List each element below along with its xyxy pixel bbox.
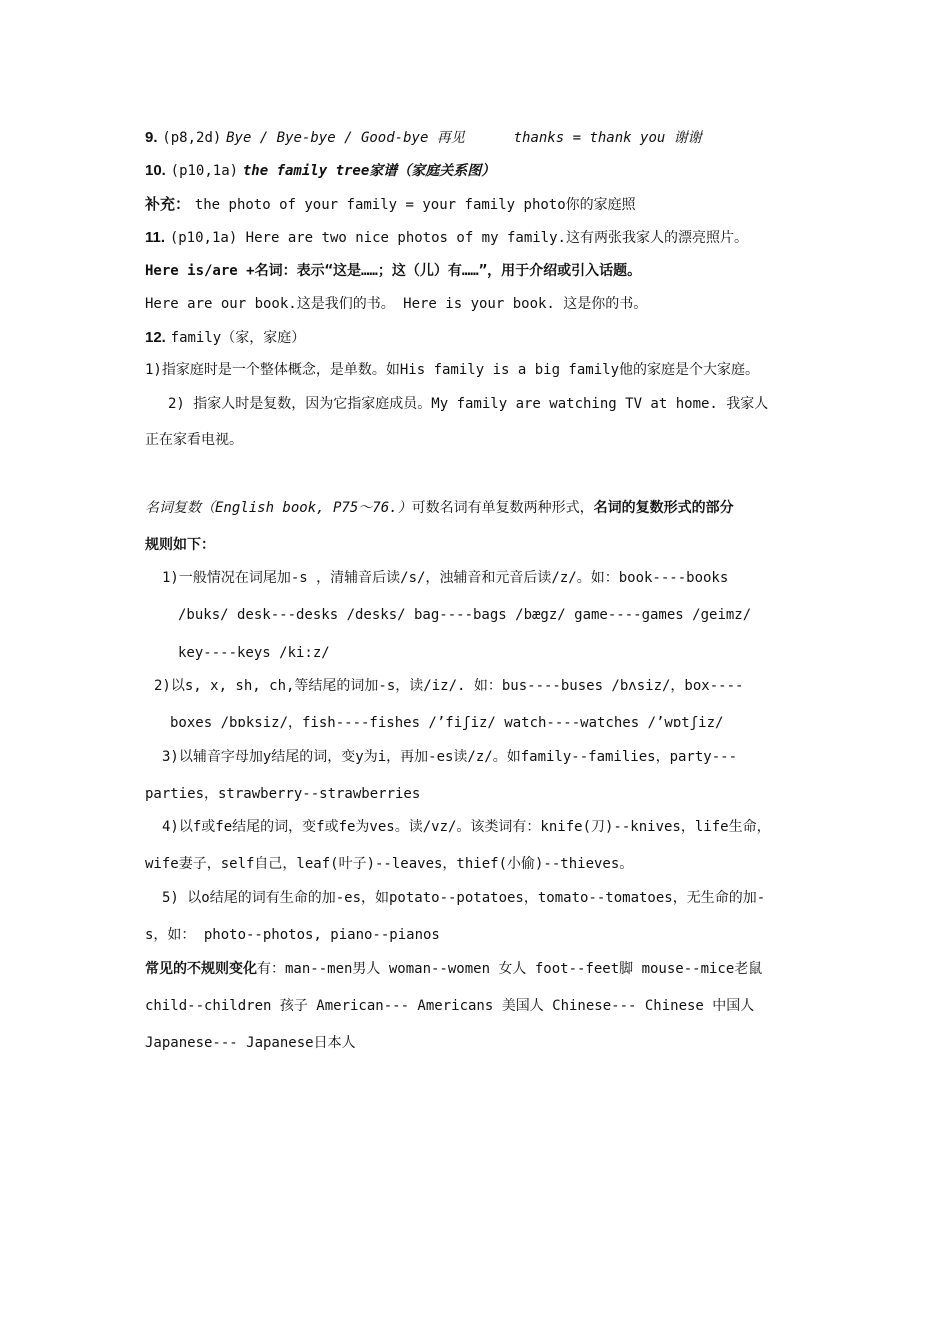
item-10 bbox=[145, 160, 495, 181]
item-9 bbox=[145, 127, 702, 148]
irregular-label: 常见的不规则变化 bbox=[145, 961, 257, 977]
plural-rule-2-cont: boxes /bɒksiz/，fish----fishes /’fiʃiz/ watch----watches /’wɒtʃiz/ bbox=[170, 715, 724, 731]
item-12 bbox=[145, 327, 305, 348]
plural-heading-title: 名词复数（English book, P75～76.） bbox=[145, 500, 412, 516]
item-11 bbox=[145, 227, 748, 248]
here-is-rule: Here is/are +名词：表示“这是……；这（儿）有……”，用于介绍或引入话题。 bbox=[145, 263, 642, 279]
plural-rule-4-cont: wife妻子，self自己，leaf(叶子)--leaves，thief(小偷)--thieves。 bbox=[145, 856, 634, 872]
plural-rule-1-examples: /buks/ desk---desks /desks/ bag----bags /bægz/ game----games /geimz/ bbox=[178, 607, 752, 623]
plural-heading-intro: 可数名词有单复数两种形式， bbox=[411, 500, 594, 516]
plural-rule-3-cont: parties，strawberry--strawberries bbox=[145, 786, 421, 802]
supplement-label: 补充： bbox=[145, 195, 191, 213]
item-number: 12. bbox=[145, 329, 166, 346]
plural-rule-4: 4)以f或fe结尾的词，变f或fe为ves。读/vz/。该类词有：knife(刀)--knives，life生命， bbox=[162, 819, 771, 835]
family-rule-2: 2) 指家人时是复数，因为它指家庭成员。My family are watching TV at home. 我家人 bbox=[168, 396, 769, 412]
plural-heading-cont: 规则如下： bbox=[145, 537, 215, 553]
item-number: 9. bbox=[145, 129, 158, 146]
here-is-example: Here are our book.这是我们的书。 Here is your book. 这是你的书。 bbox=[145, 296, 648, 312]
plural-rule-5-cont: s，如： photo--photos, piano--pianos bbox=[145, 927, 440, 943]
supplement-line bbox=[145, 194, 636, 215]
item-text: family（家，家庭） bbox=[170, 330, 306, 346]
plural-rule-3: 3)以辅音字母加y结尾的词，变y为i，再加-es读/z/。如family--families，party--- bbox=[162, 749, 738, 765]
goodbye-phrase: Bye / Bye-bye / Good-bye 再见 bbox=[226, 130, 465, 146]
thanks-phrase: thanks = thank you 谢谢 bbox=[513, 130, 702, 146]
supplement-text: the photo of your family = your family photo你的家庭照 bbox=[194, 197, 636, 213]
irregular-plurals-cont-2: Japanese--- Japanese日本人 bbox=[145, 1035, 356, 1051]
family-rule-2-cont: 正在家看电视。 bbox=[145, 432, 243, 448]
plural-rule-1: 1)一般情况在词尾加-s ，清辅音后读/s/，浊辅音和元音后读/z/。如：book----books bbox=[162, 570, 729, 586]
irregular-text: 有：man--men男人 woman--women 女人 foot--feet脚 mouse--mice老鼠 bbox=[257, 961, 763, 977]
plural-rule-2: 2)以s, x, sh, ch,等结尾的词加-s，读/iz/. 如：bus----buses /bʌsiz/，box---- bbox=[154, 678, 744, 694]
family-tree-phrase: the family tree家谱（家庭关系图） bbox=[242, 163, 496, 179]
irregular-plurals bbox=[145, 958, 762, 979]
plural-heading bbox=[145, 497, 734, 518]
family-rule-1: 1)指家庭时是一个整体概念，是单数。如His family is a big family他的家庭是个大家庭。 bbox=[145, 362, 760, 378]
item-number: 10. bbox=[145, 162, 166, 179]
plural-rule-1-examples-cont: key----keys /ki:z/ bbox=[178, 645, 330, 661]
page-ref: (p10,1a) bbox=[170, 163, 239, 179]
plural-rule-5: 5) 以o结尾的词有生命的加-es，如potato--potatoes，tomato--tomatoes，无生命的加- bbox=[162, 890, 766, 906]
irregular-plurals-cont: child--children 孩子 American--- Americans 美国人 Chinese--- Chinese 中国人 bbox=[145, 998, 755, 1014]
plural-heading-bold: 名词的复数形式的部分 bbox=[593, 500, 734, 516]
item-number: 11. bbox=[145, 229, 166, 246]
item-text: (p10,1a) Here are two nice photos of my family.这有两张我家人的漂亮照片。 bbox=[169, 230, 748, 246]
page-ref: (p8,2d) bbox=[162, 130, 222, 146]
